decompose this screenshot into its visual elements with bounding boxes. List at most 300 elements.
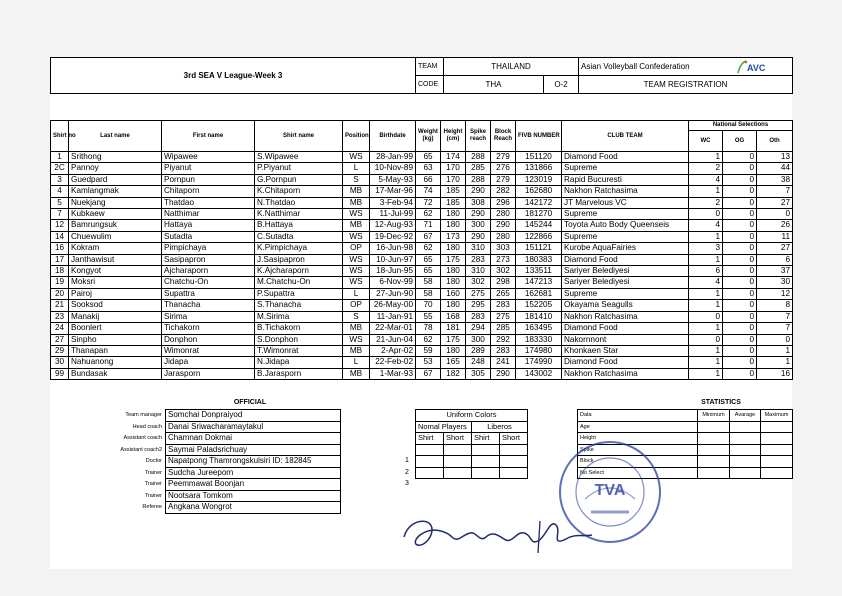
stats-cell[interactable]: [761, 467, 793, 479]
og-count: 0: [723, 254, 757, 265]
staff-role: Head coach: [132, 423, 162, 430]
first-name: Sasipapron: [162, 254, 255, 265]
spike-reach: 290: [466, 209, 491, 220]
shirt-number: 5: [51, 197, 69, 208]
stats-cell[interactable]: [698, 433, 730, 445]
weight: 55: [416, 311, 441, 322]
code-value: THA: [444, 76, 544, 94]
first-name: Natthimar: [162, 209, 255, 220]
height: 170: [441, 163, 466, 174]
height: 180: [441, 345, 466, 356]
spike-reach: 300: [466, 334, 491, 345]
position: OP: [343, 300, 370, 311]
shirt-number: 23: [51, 311, 69, 322]
og-count: 0: [723, 357, 757, 368]
wc-count: 1: [689, 231, 723, 242]
weight: 63: [416, 163, 441, 174]
birthdate: 2-Apr-02: [370, 345, 416, 356]
uniform-cell[interactable]: [444, 444, 472, 456]
weight: 71: [416, 220, 441, 231]
staff-row: [50, 410, 341, 422]
club-team: Khonkaen Star: [562, 345, 689, 356]
position: L: [343, 288, 370, 299]
fivb-number: 122866: [516, 231, 562, 242]
official-heading: OFFICIAL: [233, 399, 267, 406]
uniform-cell[interactable]: [416, 467, 444, 479]
staff-name: Nootsara Tomkom: [166, 490, 341, 502]
shirt-name: S.Thanacha: [255, 300, 343, 311]
club-team: Supreme: [562, 288, 689, 299]
oth-count: 27: [757, 243, 793, 254]
uniform-cell[interactable]: [444, 467, 472, 479]
position: WS: [343, 152, 370, 163]
col-og: OG: [723, 131, 757, 152]
height: 170: [441, 174, 466, 185]
spike-reach: 295: [466, 300, 491, 311]
fivb-number: 151120: [516, 152, 562, 163]
spike-reach: 310: [466, 266, 491, 277]
col-club: CLUB TEAM: [562, 121, 689, 152]
weight: 59: [416, 345, 441, 356]
oth-count: 6: [757, 254, 793, 265]
staff-name: Chamnan Dokmai: [166, 433, 341, 445]
oth-count: 27: [757, 197, 793, 208]
og-count: 0: [723, 300, 757, 311]
first-name: Wimonrat: [162, 345, 255, 356]
club-team: Diamond Food: [562, 254, 689, 265]
oth-count: 0: [757, 209, 793, 220]
wc-count: 1: [689, 345, 723, 356]
position: WS: [343, 334, 370, 345]
last-name: Srithong: [69, 152, 162, 163]
player-row: [51, 209, 793, 220]
fivb-number: 162681: [516, 288, 562, 299]
spike-reach: 305: [466, 368, 491, 379]
weight: 65: [416, 266, 441, 277]
wc-count: 6: [689, 266, 723, 277]
birthdate: 22-Feb-02: [370, 357, 416, 368]
shirt-number: 14: [51, 231, 69, 242]
club-team: Diamond Food: [562, 357, 689, 368]
og-count: 0: [723, 220, 757, 231]
weight: 62: [416, 334, 441, 345]
height: 175: [441, 334, 466, 345]
stats-row-label: Age: [578, 421, 698, 433]
weight: 58: [416, 288, 441, 299]
stats-maximum-label: Maximum: [761, 410, 793, 422]
statistics-heading: STATISTICS: [701, 399, 741, 406]
staff-name: Somchai Donpraiyod: [166, 410, 341, 422]
birthdate: 11-Jul-99: [370, 209, 416, 220]
uniform-table: [415, 409, 528, 479]
wc-count: 4: [689, 277, 723, 288]
staff-row: [50, 479, 341, 491]
stats-cell[interactable]: [730, 467, 761, 479]
first-name: Ajcharaporn: [162, 266, 255, 277]
first-name: Pornpun: [162, 174, 255, 185]
shirt-number: 16: [51, 243, 69, 254]
height: 160: [441, 288, 466, 299]
wc-count: 0: [689, 209, 723, 220]
col-last-name: Last name: [69, 121, 162, 152]
height: 181: [441, 323, 466, 334]
shirt-number: 12: [51, 220, 69, 231]
height: 185: [441, 186, 466, 197]
first-name: Chitaporn: [162, 186, 255, 197]
staff-role: Trainer: [144, 492, 162, 499]
block-reach: 273: [491, 254, 516, 265]
oth-count: 1: [757, 345, 793, 356]
shirt-number: 20: [51, 288, 69, 299]
position: WS: [343, 231, 370, 242]
birthdate: 18-Jun-95: [370, 266, 416, 277]
spike-reach: 302: [466, 277, 491, 288]
oth-count: 1: [757, 357, 793, 368]
shirt-name: J.Sasipapron: [255, 254, 343, 265]
player-row: [51, 323, 793, 334]
player-row: [51, 163, 793, 174]
height: 180: [441, 209, 466, 220]
staff-name: Napatpong Thamrongskulsiri ID: 182845: [166, 456, 341, 468]
og-count: 0: [723, 209, 757, 220]
block-reach: 283: [491, 345, 516, 356]
spike-reach: 290: [466, 186, 491, 197]
club-team: Kurobe AquaFairies: [562, 243, 689, 254]
position: WS: [343, 254, 370, 265]
weight: 53: [416, 357, 441, 368]
wc-count: 0: [689, 334, 723, 345]
og-count: 0: [723, 174, 757, 185]
staff-name: Danai Sriwacharamaytakul: [166, 421, 341, 433]
wc-count: 2: [689, 163, 723, 174]
stats-cell[interactable]: [761, 433, 793, 445]
weight: 65: [416, 152, 441, 163]
last-name: Chuewulim: [69, 231, 162, 242]
last-name: Kokram: [69, 243, 162, 254]
last-name: Nuekjang: [69, 197, 162, 208]
fivb-number: 143002: [516, 368, 562, 379]
shirt-name: P.Supattra: [255, 288, 343, 299]
col-height: Height (cm): [441, 121, 466, 152]
signature: [400, 507, 600, 562]
og-count: 0: [723, 368, 757, 379]
uniform-cell[interactable]: [444, 456, 472, 468]
spike-reach: 294: [466, 323, 491, 334]
birthdate: 5-May-93: [370, 174, 416, 185]
og-count: 0: [723, 345, 757, 356]
og-count: 0: [723, 243, 757, 254]
og-count: 0: [723, 163, 757, 174]
birthdate: 21-Jun-04: [370, 334, 416, 345]
stats-row: [578, 421, 793, 433]
fivb-number: 181270: [516, 209, 562, 220]
confederation-cell: [579, 58, 793, 76]
player-row: [51, 311, 793, 322]
svg-text:TVA: TVA: [594, 482, 626, 499]
birthdate: 27-Jun-90: [370, 288, 416, 299]
last-name: Kongyot: [69, 266, 162, 277]
player-row: [51, 300, 793, 311]
stats-cell[interactable]: [730, 433, 761, 445]
staff-row: [50, 490, 341, 502]
uniform-cell[interactable]: [500, 456, 528, 468]
last-name: Bamrungsuk: [69, 220, 162, 231]
header-table: [50, 57, 793, 94]
last-name: Bundasak: [69, 368, 162, 379]
shirt-name: G.Pornpun: [255, 174, 343, 185]
wc-count: 4: [689, 220, 723, 231]
wc-count: 1: [689, 323, 723, 334]
player-row: [51, 243, 793, 254]
club-team: Rapid Bucuresti: [562, 174, 689, 185]
col-national: National Selections: [689, 121, 793, 131]
team-value: THAILAND: [444, 58, 579, 76]
player-rows: [51, 152, 793, 380]
player-row: [51, 288, 793, 299]
block-reach: 290: [491, 368, 516, 379]
wc-count: 2: [689, 197, 723, 208]
stats-cell[interactable]: [761, 456, 793, 468]
weight: 67: [416, 368, 441, 379]
uniform-heading: Uniform Colors: [416, 410, 528, 422]
shirt-number: 18: [51, 266, 69, 277]
staff-name: Angkana Wongrot: [166, 502, 341, 514]
last-name: Guedpard: [69, 174, 162, 185]
player-row: [51, 186, 793, 197]
player-row: [51, 231, 793, 242]
shirt-number: 7: [51, 209, 69, 220]
shirt-name: M.Sirima: [255, 311, 343, 322]
club-team: JT Marvelous VC: [562, 197, 689, 208]
staff-name: Peemmawat Boonjan: [166, 479, 341, 491]
shirt-number: 2C: [51, 163, 69, 174]
player-row: [51, 334, 793, 345]
position: MB: [343, 323, 370, 334]
code-label: CODE: [416, 76, 444, 94]
club-team: Supreme: [562, 231, 689, 242]
first-name: Sutadta: [162, 231, 255, 242]
uniform-cell[interactable]: [416, 456, 444, 468]
staff-role: Doctor: [145, 458, 162, 464]
shirt-name: B.Tichakorn: [255, 323, 343, 334]
block-reach: 285: [491, 323, 516, 334]
club-team: Nakhon Ratchasima: [562, 368, 689, 379]
height: 180: [441, 300, 466, 311]
spike-reach: 310: [466, 243, 491, 254]
stats-cell[interactable]: [698, 467, 730, 479]
shirt-number: 17: [51, 254, 69, 265]
col-shirt-no: Shirt no: [51, 121, 69, 152]
birthdate: 22-Mar-01: [370, 323, 416, 334]
shirt-name: K.Natthimar: [255, 209, 343, 220]
oth-count: 8: [757, 300, 793, 311]
block-reach: 302: [491, 266, 516, 277]
player-row: [51, 277, 793, 288]
last-name: Pairoj: [69, 288, 162, 299]
oth-count: 7: [757, 186, 793, 197]
height: 180: [441, 277, 466, 288]
col-oth: Oth: [757, 131, 793, 152]
fivb-number: 183330: [516, 334, 562, 345]
last-name: Kubkaew: [69, 209, 162, 220]
oth-count: 11: [757, 231, 793, 242]
oth-count: 7: [757, 311, 793, 322]
oth-count: 44: [757, 163, 793, 174]
og-count: 0: [723, 186, 757, 197]
stats-cell[interactable]: [761, 421, 793, 433]
club-team: Toyota Auto Body Queenseis: [562, 220, 689, 231]
uniform-cell[interactable]: [416, 444, 444, 456]
stats-cell[interactable]: [730, 456, 761, 468]
block-reach: 282: [491, 186, 516, 197]
staff-role: Assistant coach: [123, 435, 162, 441]
weight: 67: [416, 231, 441, 242]
uniform-shirt-label: Shirt: [416, 433, 444, 445]
birthdate: 28-Jan-99: [370, 152, 416, 163]
club-team: Diamond Food: [562, 152, 689, 163]
spike-reach: 275: [466, 288, 491, 299]
fivb-number: 145244: [516, 220, 562, 231]
og-count: 0: [723, 323, 757, 334]
uniform-row-number: 3: [405, 480, 409, 488]
first-name: Jarasporn: [162, 368, 255, 379]
first-name: Jidapa: [162, 357, 255, 368]
player-row: [51, 368, 793, 379]
height: 185: [441, 197, 466, 208]
last-name: Sooksod: [69, 300, 162, 311]
block-reach: 280: [491, 231, 516, 242]
position: MB: [343, 220, 370, 231]
first-name: Thatdao: [162, 197, 255, 208]
wc-count: 1: [689, 288, 723, 299]
birthdate: 19-Dec-92: [370, 231, 416, 242]
height: 180: [441, 220, 466, 231]
first-name: Sirima: [162, 311, 255, 322]
player-row: [51, 197, 793, 208]
position: S: [343, 174, 370, 185]
height: 175: [441, 254, 466, 265]
birthdate: 17-Mar-96: [370, 186, 416, 197]
stats-cell[interactable]: [698, 456, 730, 468]
birthdate: 11-Jan-91: [370, 311, 416, 322]
fivb-number: 131866: [516, 163, 562, 174]
last-name: Kamlangmak: [69, 186, 162, 197]
stats-cell[interactable]: [698, 444, 730, 456]
stats-cell[interactable]: [761, 444, 793, 456]
block-reach: 303: [491, 243, 516, 254]
fivb-number: 181410: [516, 311, 562, 322]
players-table: [50, 120, 793, 380]
stats-cell[interactable]: [698, 421, 730, 433]
first-name: Thanacha: [162, 300, 255, 311]
height: 182: [441, 368, 466, 379]
staff-row: [50, 444, 341, 456]
spike-reach: 285: [466, 163, 491, 174]
team-label: TEAM: [416, 58, 444, 76]
og-count: 0: [723, 152, 757, 163]
block-reach: 275: [491, 311, 516, 322]
fivb-number: 142172: [516, 197, 562, 208]
position: MB: [343, 345, 370, 356]
position: WS: [343, 277, 370, 288]
og-count: 0: [723, 311, 757, 322]
avc-logo: [736, 59, 764, 77]
oth-count: 16: [757, 368, 793, 379]
spike-reach: 300: [466, 220, 491, 231]
first-name: Supattra: [162, 288, 255, 299]
stats-cell[interactable]: [730, 421, 761, 433]
staff-name: Sudcha Jureeporn: [166, 467, 341, 479]
position: WS: [343, 266, 370, 277]
oth-count: 13: [757, 152, 793, 163]
wc-count: 1: [689, 254, 723, 265]
fivb-number: 174990: [516, 357, 562, 368]
last-name: Moksri: [69, 277, 162, 288]
wc-count: 1: [689, 186, 723, 197]
wc-count: 3: [689, 243, 723, 254]
birthdate: 26-May-00: [370, 300, 416, 311]
shirt-number: 19: [51, 277, 69, 288]
col-weight: Weight (kg): [416, 121, 441, 152]
oth-count: 0: [757, 334, 793, 345]
position: L: [343, 357, 370, 368]
player-row: [51, 152, 793, 163]
weight: 62: [416, 209, 441, 220]
og-count: 0: [723, 334, 757, 345]
birthdate: 10-Nov-89: [370, 163, 416, 174]
weight: 78: [416, 323, 441, 334]
height: 168: [441, 311, 466, 322]
col-birthdate: Birthdate: [370, 121, 416, 152]
height: 173: [441, 231, 466, 242]
oth-count: 7: [757, 323, 793, 334]
uniform-cell[interactable]: [472, 467, 500, 479]
spike-reach: 248: [466, 357, 491, 368]
wc-count: 1: [689, 368, 723, 379]
shirt-number: 3: [51, 174, 69, 185]
fivb-number: 174980: [516, 345, 562, 356]
shirt-name: N.Jidapa: [255, 357, 343, 368]
og-count: 0: [723, 231, 757, 242]
uniform-cell[interactable]: [500, 444, 528, 456]
uniform-row-numbers: [405, 455, 409, 490]
weight: 65: [416, 254, 441, 265]
block-reach: 280: [491, 209, 516, 220]
spike-reach: 308: [466, 197, 491, 208]
staff-role: Trainer: [144, 469, 162, 476]
uniform-libero-short-label: Short: [500, 433, 528, 445]
staff-row: [50, 502, 341, 514]
registration-sheet: [50, 57, 792, 569]
oth-count: 26: [757, 220, 793, 231]
uniform-cell[interactable]: [472, 456, 500, 468]
block-reach: 290: [491, 220, 516, 231]
shirt-number: 29: [51, 345, 69, 356]
shirt-number: 27: [51, 334, 69, 345]
uniform-cell[interactable]: [500, 467, 528, 479]
col-block: Block Reach: [491, 121, 516, 152]
shirt-name: T.Wimonrat: [255, 345, 343, 356]
uniform-cell[interactable]: [472, 444, 500, 456]
last-name: Sinpho: [69, 334, 162, 345]
stats-cell[interactable]: [730, 444, 761, 456]
birthdate: 16-Jun-98: [370, 243, 416, 254]
weight: 72: [416, 197, 441, 208]
col-position: Position: [343, 121, 370, 152]
staff-role: Team manager: [125, 412, 162, 418]
staff-name: Saymai Paladsrichuay: [166, 444, 341, 456]
avc-logo-icon: [736, 59, 764, 75]
